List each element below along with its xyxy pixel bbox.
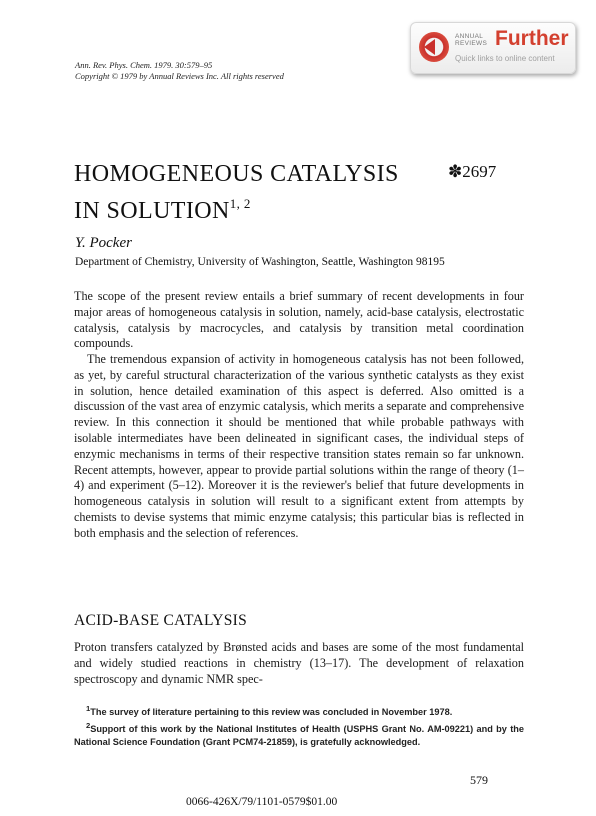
author-name: Y. Pocker <box>75 235 132 251</box>
title-line-1: HOMOGENEOUS CATALYSIS <box>74 161 399 187</box>
further-tagline: Quick links to online content <box>455 54 555 63</box>
accession-marker: ✽2697 <box>448 162 497 181</box>
footnote-1-text: The survey of literature pertaining to this review was concluded in November 1978. <box>90 707 453 718</box>
further-wordmark: Further <box>495 27 569 50</box>
journal-citation: Ann. Rev. Phys. Chem. 1979. 30:579–95 <box>75 60 213 70</box>
paragraph-scope: The scope of the present review entails a brief summary of recent developments in four major areas of homogeneous catalysis in solution, namely, acid-base catalysis, electrostatic catalysis, catalysis by macrocycles, and catalysis by transition metal coordination compounds. <box>74 289 524 351</box>
annual-reviews-wordmark: ANNUAL REVIEWS <box>455 33 488 47</box>
footnote-2-mark: 2 <box>86 721 91 731</box>
footnote-1 <box>74 702 524 719</box>
title-line-2-text: IN SOLUTION <box>74 198 230 224</box>
journal-citation-block <box>75 60 284 82</box>
title-footnote-refs: 1, 2 <box>229 196 251 211</box>
paragraph-expansion: The tremendous expansion of activity in homogeneous catalysis has not been followed, as yet, by careful structural characterization of the various synthetic catalysts as they exist in solution, hence detailed examination of this aspect is deferred. Also omitted is a discussion of the vast area of enzymic catalysis, which merits a separate and comprehensive review. In this connection it should be mentioned that while probable pathways with isolable intermediates have been delineated in significant cases, the individual steps of enzymic mechanisms in terms of their respective transition states remain so far unknown. Recent attempts, however, appear to provide partial solutions within the range of theory (1–4) and experiment (5–12). Moreover it is the reviewer's belief that future developments in homogeneous catalysis in solution will result to a significant extent from attempts by chemists to devise systems that mimic enzyme catalysis; this particular bias is reflected in both emphasis and the selection of references. <box>74 352 524 540</box>
footnotes <box>74 702 524 749</box>
paragraph-proton-transfers: Proton transfers catalyzed by Brønsted acids and bases are some of the most fundamental and widely studied reactions in chemistry (13–17). The development of relaxation spectroscopy and dynamic NMR spec- <box>74 640 524 686</box>
copyright-line: Copyright © 1979 by Annual Reviews Inc. All rights reserved <box>75 71 284 81</box>
article-title <box>74 159 399 226</box>
footnote-1-mark: 1 <box>86 704 91 713</box>
author-affiliation: Department of Chemistry, University of Washington, Seattle, Washington 98195 <box>75 256 445 268</box>
footnote-2 <box>74 719 524 749</box>
title-line-2 <box>74 189 399 226</box>
back-arrow-icon <box>424 39 435 55</box>
section-heading-acid-base: ACID-BASE CATALYSIS <box>74 612 247 629</box>
further-links-badge[interactable] <box>410 22 576 74</box>
footnote-2-text: Support of this work by the National Institutes of Health (USPHS Grant No. AM-09221) and by the National Science Foundation (Grant PCM74-21859), is gratefully acknowledged. <box>74 724 524 748</box>
page-number: 579 <box>470 773 488 787</box>
price-code: 0066-426X/79/1101-0579$01.00 <box>186 796 338 808</box>
